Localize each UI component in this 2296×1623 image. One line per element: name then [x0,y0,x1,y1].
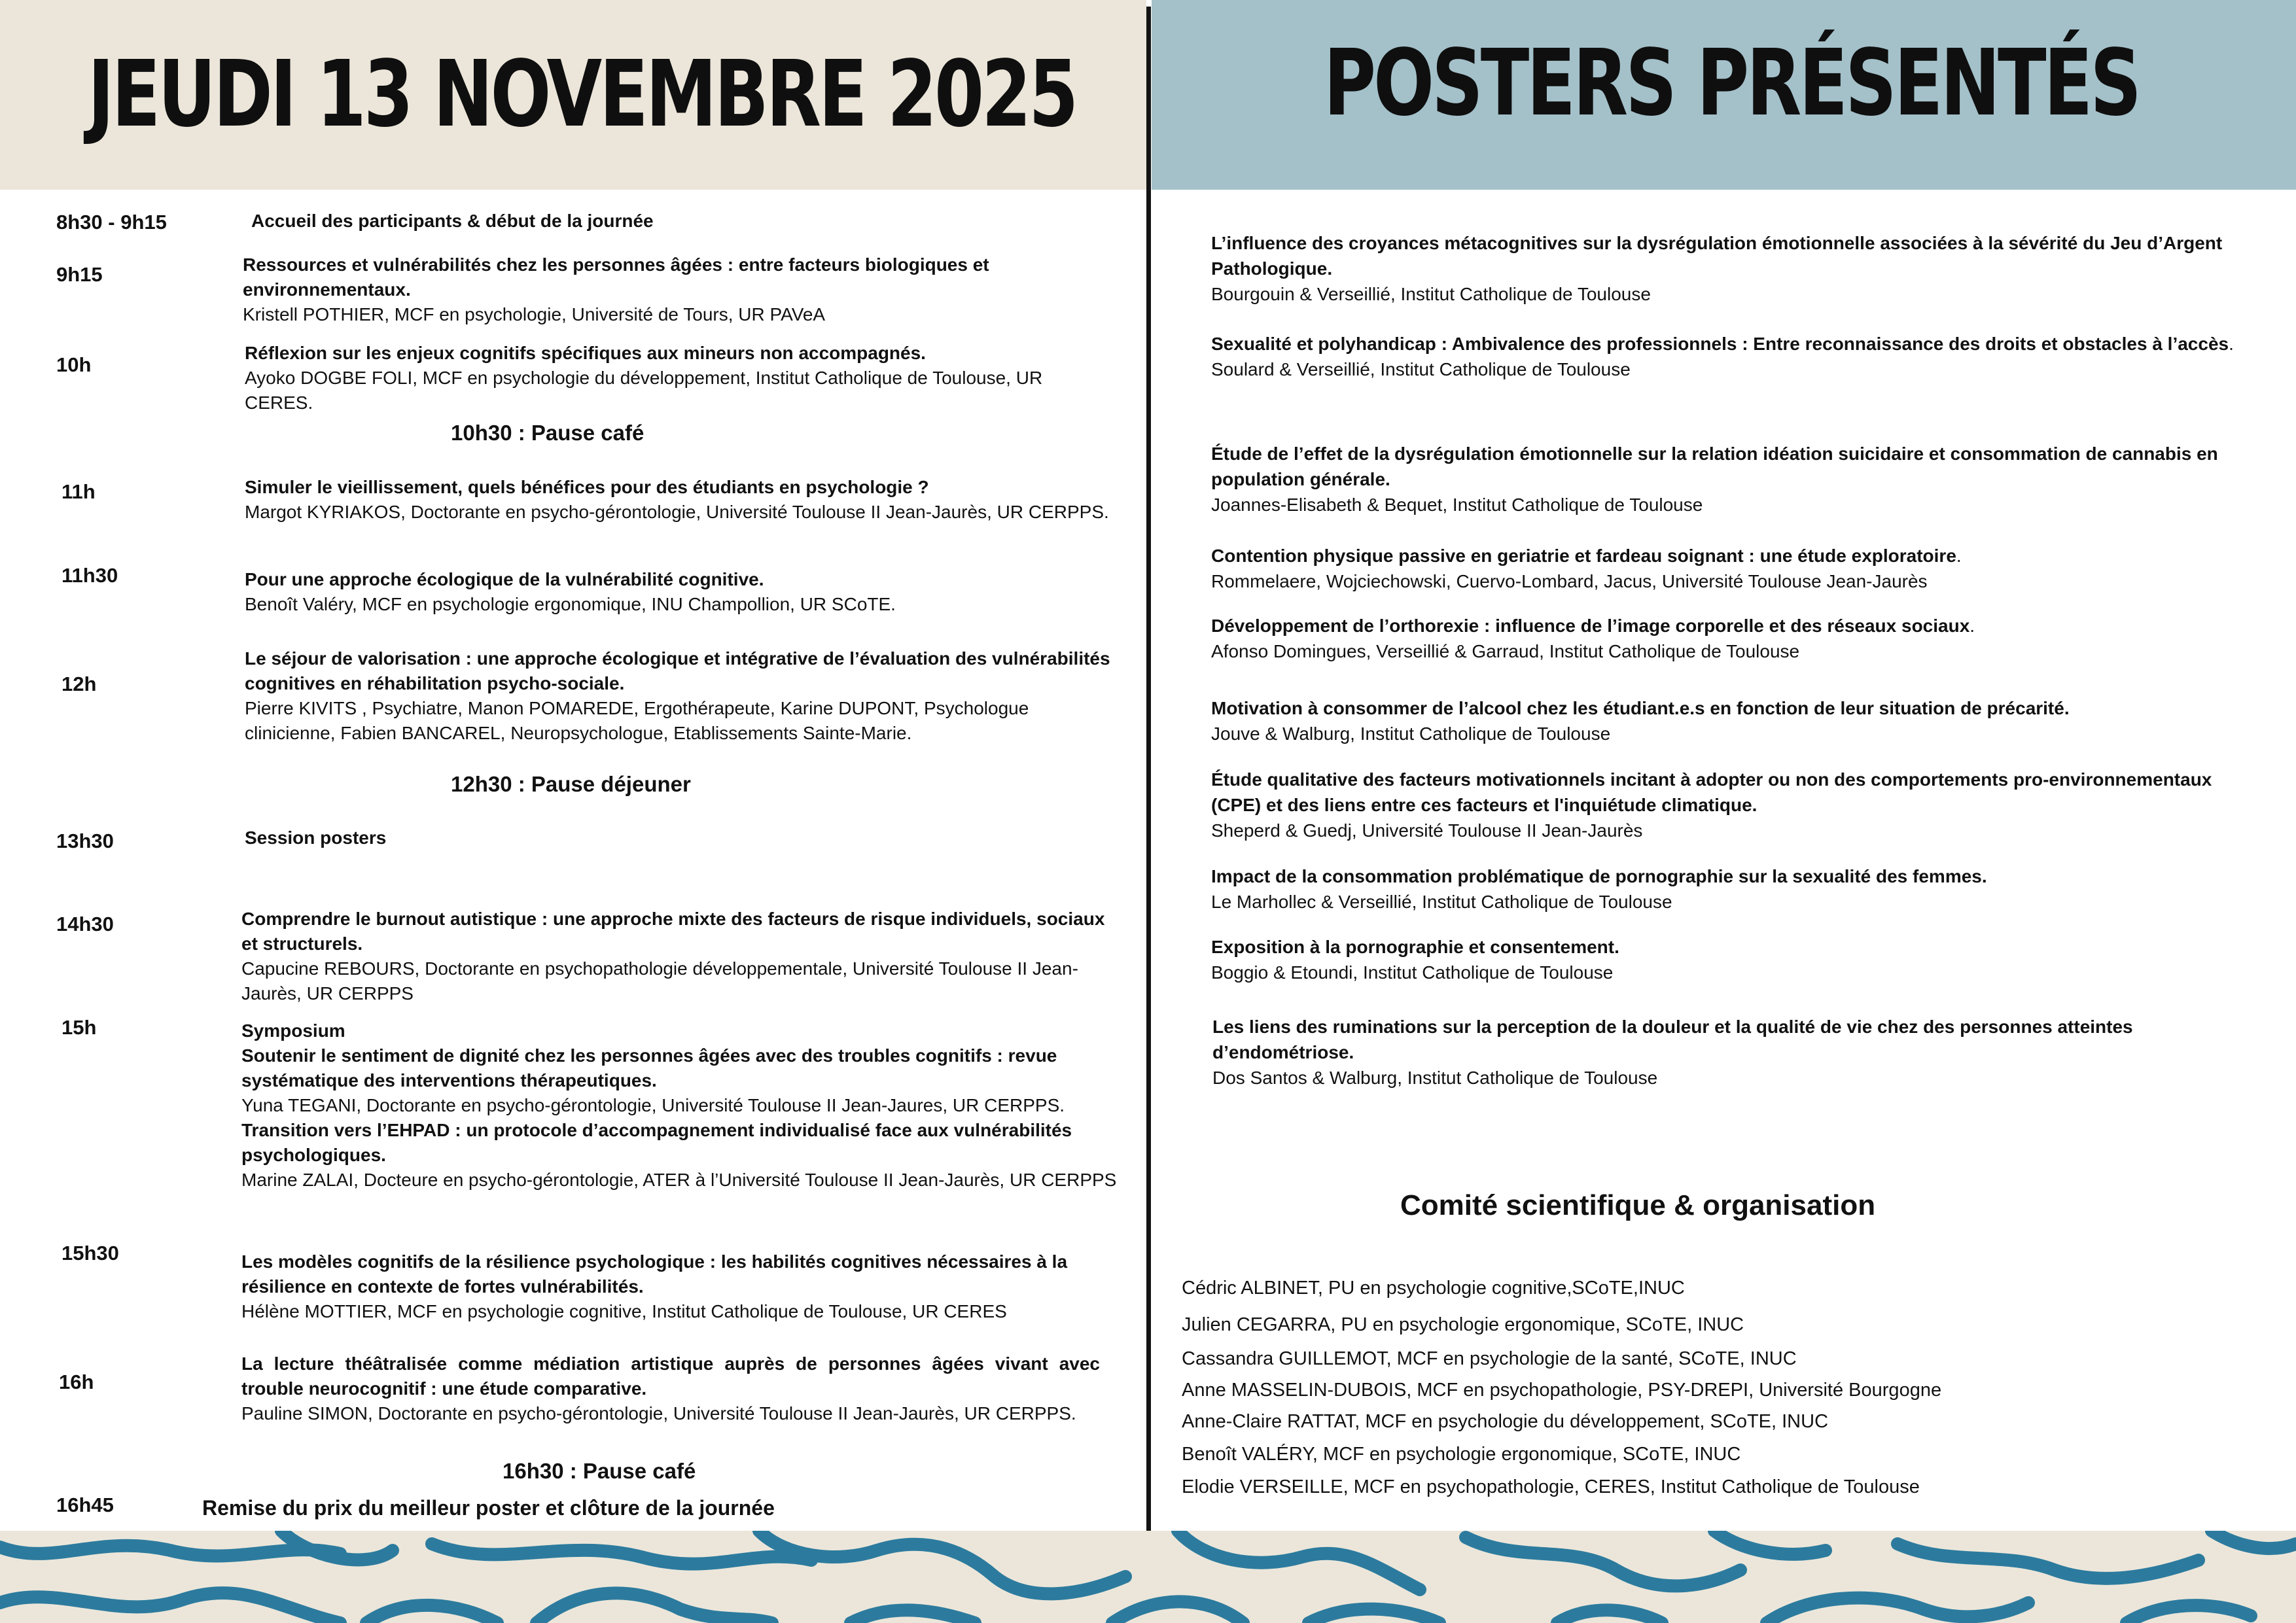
poster-title: Sexualité et polyhandicap : Ambivalence des professionnels : Entre reconnaissance des droits et obstacles à l’accès [1211,334,2229,354]
poster-title: Les liens des ruminations sur la perception de la douleur et la qualité de vie chez des personnes atteintes d’endométriose. [1212,1017,2133,1062]
program-item [245,826,1108,850]
program-item [241,907,1115,1006]
slot-time: 16h [59,1370,94,1393]
poster-item [1211,934,2235,985]
poster-authors: Boggio & Etoundi, Institut Catholique de Toulouse [1211,962,1614,983]
program-item [241,1352,1100,1426]
talk-speaker: Capucine REBOURS, Doctorante en psychopathologie développementale, Université Toulouse II Jean-Jaurès, UR CERPPS [241,958,1078,1003]
poster-title-suffix: . [1956,546,1962,566]
poster-authors: Sheperd & Guedj, Université Toulouse II Jean-Jaurès [1211,820,1643,841]
talk-title: Ressources et vulnérabilités chez les personnes âgées : entre facteurs biologiques et environnementaux. [243,254,989,300]
poster-item [1211,613,2235,664]
talk-title: Le séjour de valorisation : une approche écologique et intégrative de l’évaluation des vulnérabilités cognitives en réhabilitation psycho-sociale. [245,648,1110,693]
wave-pattern-icon [0,1531,2296,1623]
decorative-wave-footer [0,1531,2296,1623]
talk-title: Soutenir le sentiment de dignité chez les personnes âgées avec des troubles cognitifs : revue systématique des interventions thérapeutiques. [241,1045,1057,1091]
slot-time: 11h30 [62,564,118,587]
talk-title: Session posters [245,828,387,848]
talk-title: Pour une approche écologique de la vulnérabilité cognitive. [245,569,764,589]
talk-speaker: Kristell POTHIER, MCF en psychologie, Université de Tours, UR PAVeA [243,304,826,324]
symposium-heading: Symposium [241,1021,345,1041]
talk-speaker: Benoît Valéry, MCF en psychologie ergonomique, INU Champollion, UR SCoTE. [245,594,896,614]
slot-time: 16h45 [56,1493,114,1516]
committee-member: Anne-Claire RATTAT, MCF en psychologie du développement, SCoTE, INUC [1182,1411,1829,1432]
poster-authors: Jouve & Walburg, Institut Catholique de Toulouse [1211,724,1611,744]
poster-item [1211,864,2235,915]
committee-member: Benoît VALÉRY, MCF en psychologie ergonomique, SCoTE, INUC [1182,1444,1741,1465]
poster-item [1211,441,2235,517]
program-item [251,209,1115,234]
talk-speaker: Ayoko DOGBE FOLI, MCF en psychologie du développement, Institut Catholique de Toulouse, UR CERES. [245,368,1043,413]
program-item [245,341,1112,415]
program-item [241,1249,1102,1324]
talk-title: Réflexion sur les enjeux cognitifs spécifiques aux mineurs non accompagnés. [245,343,926,363]
poster-item [1212,1014,2236,1091]
poster-authors: Rommelaere, Wojciechowski, Cuervo-Lombard, Jacus, Université Toulouse Jean-Jaurès [1211,571,1928,591]
talk-title: Les modèles cognitifs de la résilience psychologique : les habilités cognitives nécessaires à la résilience en contexte de fortes vulnérabilités. [241,1251,1068,1297]
committee-member: Anne MASSELIN-DUBOIS, MCF en psychopathologie, PSY-DREPI, Université Bourgogne [1182,1380,1942,1401]
committee-member: Julien CEGARRA, PU en psychologie ergonomique, SCoTE, INUC [1182,1314,1744,1335]
poster-title: Impact de la consommation problématique de pornographie sur la sexualité des femmes. [1211,866,1987,886]
poster-item [1211,230,2235,307]
committee-member: Elodie VERSEILLE, MCF en psychopathologie, CERES, Institut Catholique de Toulouse [1182,1476,1920,1497]
poster-authors: Joannes-Elisabeth & Bequet, Institut Catholique de Toulouse [1211,495,1703,515]
page-title-date: JEUDI 13 NOVEMBRE 2025 [88,41,1076,148]
poster-title: L’influence des croyances métacognitives sur la dysrégulation émotionnelle associées à la sévérité du Jeu d’Argent Pathologique. [1211,233,2223,279]
program-item [245,646,1112,746]
page-title-posters: POSTERS PRÉSENTÉS [1324,30,2140,137]
poster-title-suffix: . [2229,334,2234,354]
poster-authors: Dos Santos & Walburg, Institut Catholique de Toulouse [1212,1068,1658,1088]
talk-speaker: Hélène MOTTIER, MCF en psychologie cognitive, Institut Catholique de Toulouse, UR CERES [241,1301,1007,1321]
poster-title: Étude qualitative des facteurs motivationnels incitant à adopter ou non des comportements pro-environnementaux (CPE) et des liens entre ces facteurs et l'inquiétude climatique. [1211,769,2212,815]
poster-title: Contention physique passive en geriatrie et fardeau soignant : une étude exploratoire [1211,546,1956,566]
talk-title: Accueil des participants & début de la journée [251,211,654,231]
column-divider [1146,7,1151,1531]
break-label: 16h30 : Pause café [503,1459,696,1483]
poster-title: Développement de l’orthorexie : influence de l’image corporelle et des réseaux sociaux [1211,616,1970,636]
talk-title: La lecture théâtralisée comme médiation artistique auprès de personnes âgées vivant avec trouble neurocognitif : une étude comparative. [241,1353,1100,1399]
slot-time: 15h30 [62,1242,119,1265]
slot-time: 11h [62,480,96,503]
poster-authors: Bourgouin & Verseillié, Institut Catholique de Toulouse [1211,284,1651,304]
poster-item [1211,767,2235,843]
talk-title: Simuler le vieillissement, quels bénéfices pour des étudiants en psychologie ? [245,477,929,497]
poster-item [1211,695,2235,746]
slot-time: 9h15 [56,263,103,286]
committee-member: Cassandra GUILLEMOT, MCF en psychologie de la santé, SCoTE, INUC [1182,1348,1797,1369]
talk-title: Comprendre le burnout autistique : une approche mixte des facteurs de risque individuels, sociaux et structurels. [241,909,1105,954]
talk-speaker: Yuna TEGANI, Doctorante en psycho-gérontologie, Université Toulouse II Jean-Jaures, UR CERPPS. [241,1095,1065,1115]
slot-time: 8h30 - 9h15 [56,211,167,234]
talk-speaker: Marine ZALAI, Docteure en psycho-gérontologie, ATER à l’Université Toulouse II Jean-Jaurès, UR CERPPS [241,1170,1117,1190]
program-item [245,475,1125,525]
poster-title: Étude de l’effet de la dysrégulation émotionnelle sur la relation idéation suicidaire et consommation de cannabis en population générale. [1211,444,2218,489]
talk-speaker: Pauline SIMON, Doctorante en psycho-gérontologie, Université Toulouse II Jean-Jaurès, UR CERPPS. [241,1403,1076,1423]
poster-authors: Soulard & Verseillié, Institut Catholique de Toulouse [1211,359,1631,379]
slot-time: 12h [62,672,97,695]
slot-time: 13h30 [56,829,114,852]
talk-speaker: Margot KYRIAKOS, Doctorante en psycho-gérontologie, Université Toulouse II Jean-Jaurès, UR CERPPS. [245,502,1109,522]
break-label: 12h30 : Pause déjeuner [451,772,691,796]
committee-member: Cédric ALBINET, PU en psychologie cognitive,SCoTE,INUC [1182,1278,1685,1299]
wave-lines [0,1531,2296,1623]
poster-authors: Afonso Domingues, Verseillié & Garraud, Institut Catholique de Toulouse [1211,641,1800,661]
slot-time: 14h30 [56,913,114,935]
committee-title: Comité scientifique & organisation [1400,1189,1876,1221]
poster-title-suffix: . [1969,616,1975,636]
closing-label: Remise du prix du meilleur poster et clôture de la journée [202,1496,775,1520]
program-item [243,253,1113,327]
poster-title: Exposition à la pornographie et consentement. [1211,937,1619,957]
program-item-symposium [241,1019,1118,1193]
program-item [245,567,1115,617]
poster-item [1211,543,2235,594]
poster-authors: Le Marhollec & Verseillié, Institut Catholique de Toulouse [1211,892,1672,912]
slot-time: 15h [62,1016,97,1039]
poster-item [1211,331,2235,382]
poster-title: Motivation à consommer de l’alcool chez les étudiant.e.s en fonction de leur situation de précarité. [1211,698,2070,718]
talk-speaker: Pierre KIVITS , Psychiatre, Manon POMAREDE, Ergothérapeute, Karine DUPONT, Psychologue clinicienne, Fabien BANCAREL, Neuropsychologue, Etablissements Sainte-Marie. [245,698,1029,743]
slot-time: 10h [56,353,92,376]
break-label: 10h30 : Pause café [451,421,645,445]
talk-title: Transition vers l’EHPAD : un protocole d’accompagnement individualisé face aux vulnérabilités psychologiques. [241,1120,1072,1165]
